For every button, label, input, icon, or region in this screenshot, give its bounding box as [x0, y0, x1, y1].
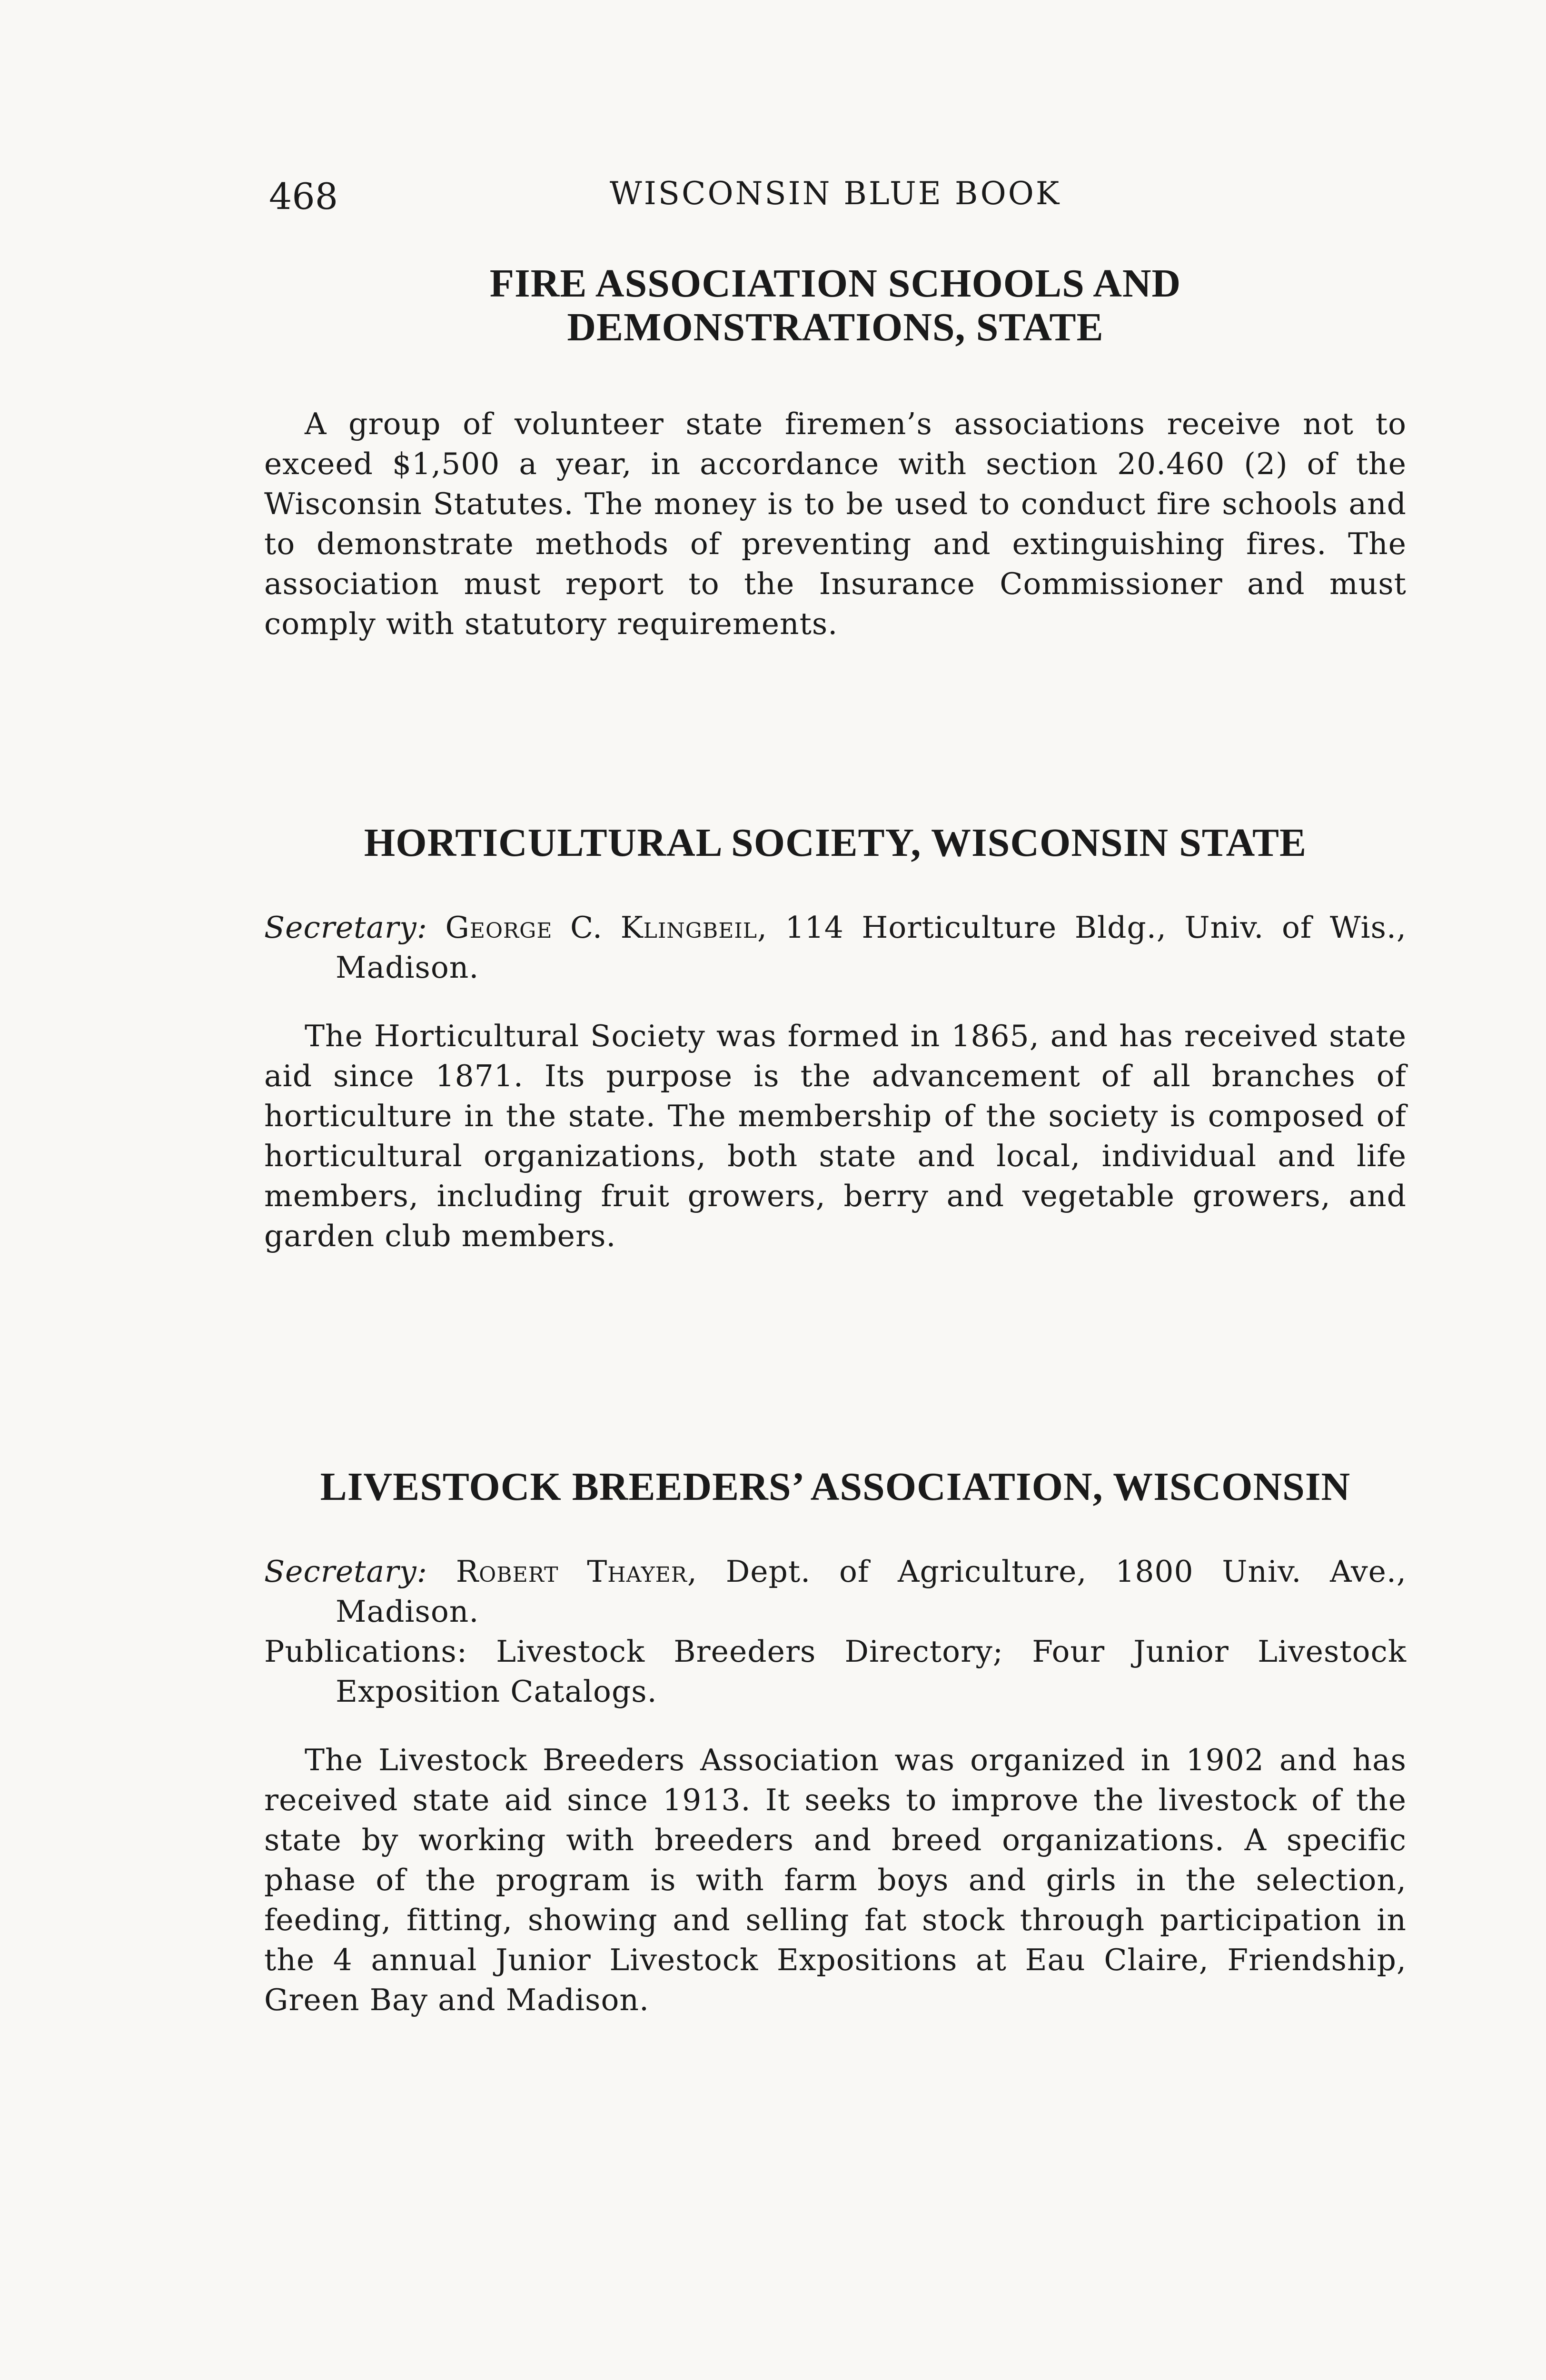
running-head: WISCONSIN BLUE BOOK	[609, 175, 1061, 212]
livestock-section	[264, 1465, 1407, 2050]
horticultural-section	[264, 821, 1407, 1286]
horticultural-body: The Horticultural Society was formed in 1865, and has received state aid since 1871. Its purpose is the advancement of all branches of horticulture in the state. The membership of the society is composed of horticultural organizations, both state and local, individual and life members, including fruit growers, berry and vegetable growers, and garden club members.	[264, 1019, 1407, 1253]
horticultural-heading: HORTICULTURAL SOCIETY, WISCONSIN STATE	[364, 821, 1307, 865]
livestock-publications	[264, 1632, 1407, 1712]
page-number: 468	[269, 175, 338, 218]
fire-association-body: A group of volunteer state firemen’s associations receive not to exceed $1,500 a year, in accordance with section 20.460 (2) of the Wisconsin Statutes. The money is to be used to conduct fire schools and to demonstrate methods of preventing and extinguishing fires. The association must report to the Insurance Commissioner and must comply with statutory requirements.	[264, 407, 1407, 641]
secretary-label: Secretary:	[264, 910, 427, 945]
book-page	[264, 0, 1407, 2380]
secretary-label: Secretary:	[264, 1554, 427, 1589]
horticultural-secretary	[264, 908, 1407, 988]
fire-association-heading	[264, 262, 1407, 349]
livestock-secretary	[264, 1552, 1407, 1632]
livestock-heading: LIVESTOCK BREEDERS’ ASSOCIATION, WISCONSIN	[320, 1465, 1351, 1509]
publications-text: Livestock Breeders Directory; Four Junior Livestock Exposition Catalogs.	[336, 1634, 1407, 1709]
heading-line: FIRE ASSOCIATION SCHOOLS AND	[489, 261, 1181, 306]
secretary-address: , 114 Horticulture Bldg., Univ. of Wis., Madison.	[336, 910, 1407, 985]
heading-line: DEMONSTRATIONS, STATE	[567, 305, 1104, 349]
publications-label: Publications:	[264, 1634, 467, 1669]
secretary-name: Robert Thayer	[456, 1554, 687, 1589]
fire-association-section	[264, 262, 1407, 674]
page-header	[264, 162, 1407, 219]
livestock-body: The Livestock Breeders Association was organized in 1902 and has received state aid since 1913. It seeks to improve the livestock of the state by working with breeders and breed organizations. A specific phase of the program is with farm boys and girls in the selection, feeding, fitting, showing and selling fat stock through participation in the 4 annual Junior Livestock Expositions at Eau Claire, Friendship, Green Bay and Madison.	[264, 1743, 1407, 2017]
secretary-address: , Dept. of Agriculture, 1800 Univ. Ave., Madison.	[336, 1554, 1407, 1629]
secretary-name: George C. Klingbeil	[445, 910, 757, 945]
